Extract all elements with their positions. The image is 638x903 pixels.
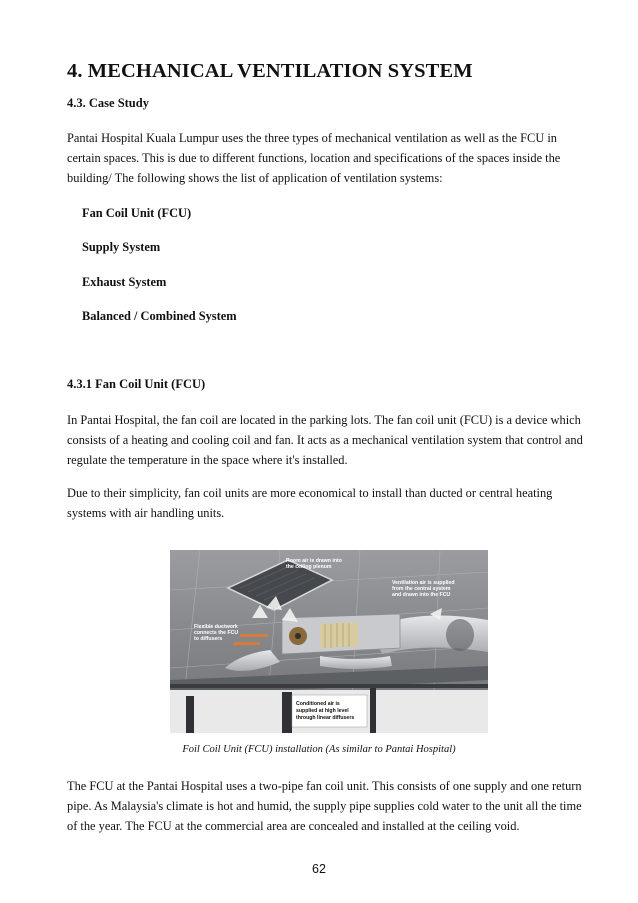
svg-text:Flexible ductwork: Flexible ductwork bbox=[194, 624, 238, 630]
svg-text:through linear diffusers: through linear diffusers bbox=[296, 715, 355, 721]
section-heading: 4. MECHANICAL VENTILATION SYSTEM bbox=[67, 60, 473, 82]
partition-left bbox=[186, 696, 194, 733]
fcu-coil bbox=[320, 622, 358, 648]
page-number: 62 bbox=[312, 862, 326, 876]
svg-text:the ceiling plenum: the ceiling plenum bbox=[286, 564, 332, 570]
svg-text:connects the FCU: connects the FCU bbox=[194, 630, 239, 636]
figure-caption: Foil Coil Unit (FCU) installation (As similar to Pantai Hospital) bbox=[182, 744, 456, 755]
fcu-paragraph-1: In Pantai Hospital, the fan coil are located in the parking lots. The fan coil unit (FCU) is a device which consists of a heating and cooling coil and fan. It acts as a mechanical ventilation system that control and regulate the temperature in the space where it's installed. bbox=[67, 413, 583, 467]
fcu-section-title: 4.3.1 Fan Coil Unit (FCU) bbox=[67, 377, 206, 391]
system-item-supply: Supply System bbox=[82, 240, 161, 254]
partition-center bbox=[282, 692, 292, 733]
fcu-installation-diagram bbox=[170, 550, 488, 733]
fcu-paragraph-2: Due to their simplicity, fan coil units are more economical to install than ducted or central heating systems with air handling units. bbox=[67, 486, 553, 520]
case-study-title: 4.3. Case Study bbox=[67, 96, 149, 110]
case-study-intro: Pantai Hospital Kuala Lumpur uses the three types of mechanical ventilation as well as the FCU in certain spaces. This is due to different functions, location and specifications of the spaces inside the building/ The following shows the list of application of ventilation systems: bbox=[67, 131, 561, 185]
svg-text:supplied at high level: supplied at high level bbox=[296, 708, 349, 714]
partition-right bbox=[370, 686, 376, 733]
svg-text:to diffusers: to diffusers bbox=[194, 636, 223, 642]
fcu-paragraph-3: The FCU at the Pantai Hospital uses a two-pipe fan coil unit. This consists of one supply and one return pipe. As Malaysia's climate is hot and humid, the supply pipe supplies cold water to the unit all the time of the year. The FCU at the commercial area are concealed and installed at the ceiling void. bbox=[67, 779, 582, 833]
label-ventilation-air bbox=[392, 580, 455, 598]
svg-text:and drawn into the FCU: and drawn into the FCU bbox=[392, 592, 451, 598]
system-item-fcu: Fan Coil Unit (FCU) bbox=[82, 206, 192, 220]
svg-text:Conditioned air is: Conditioned air is bbox=[296, 701, 340, 707]
svg-text:Ventilation air is supplied: Ventilation air is supplied bbox=[392, 580, 455, 586]
system-item-balanced: Balanced / Combined System bbox=[82, 309, 237, 323]
svg-text:from the central system: from the central system bbox=[392, 586, 451, 592]
svg-text:Room air is drawn into: Room air is drawn into bbox=[286, 558, 342, 564]
system-item-exhaust: Exhaust System bbox=[82, 275, 167, 289]
